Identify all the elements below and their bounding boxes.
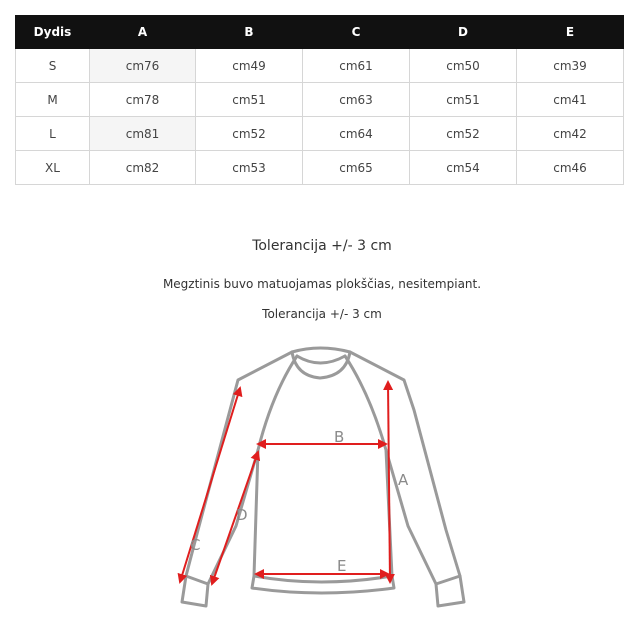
label-c: C <box>190 536 201 554</box>
table-cell: cm54 <box>410 151 517 185</box>
table-cell: cm64 <box>303 117 410 151</box>
label-a: A <box>398 471 409 489</box>
table-row <box>16 117 624 151</box>
table-cell: cm82 <box>90 151 196 185</box>
table-cell: cm49 <box>196 49 303 83</box>
table-cell: cm78 <box>90 83 196 117</box>
table-cell: S <box>16 49 90 83</box>
table-row <box>16 151 624 185</box>
tolerance-title: Tolerancija +/- 3 cm <box>252 238 392 254</box>
table-cell: cm41 <box>517 83 624 117</box>
table-cell: cm51 <box>196 83 303 117</box>
header-e: E <box>517 16 624 49</box>
header-c: C <box>303 16 410 49</box>
header-b: B <box>196 16 303 49</box>
table-cell: XL <box>16 151 90 185</box>
table-row <box>16 49 624 83</box>
label-e: E <box>337 557 347 575</box>
table-cell: cm39 <box>517 49 624 83</box>
table-cell: cm65 <box>303 151 410 185</box>
table-cell: cm42 <box>517 117 624 151</box>
arrow-c <box>180 388 240 582</box>
table-cell: cm63 <box>303 83 410 117</box>
table-row <box>16 83 624 117</box>
table-cell: cm81 <box>90 117 196 151</box>
table-header-row <box>16 16 624 49</box>
table-cell: cm52 <box>410 117 517 151</box>
measurement-arrows <box>180 382 390 584</box>
table-cell: cm76 <box>90 49 196 83</box>
table-cell: cm61 <box>303 49 410 83</box>
measurement-note: Megztinis buvo matuojamas plokščias, nesitempiant. <box>162 277 482 291</box>
table-cell: cm50 <box>410 49 517 83</box>
table-cell: cm46 <box>517 151 624 185</box>
header-size: Dydis <box>16 16 90 49</box>
table-cell: cm51 <box>410 83 517 117</box>
table-cell: cm53 <box>196 151 303 185</box>
sweater-outline <box>182 348 464 606</box>
table-cell: L <box>16 117 90 151</box>
label-b: B <box>334 428 345 446</box>
size-table <box>15 15 624 185</box>
table-cell: cm52 <box>196 117 303 151</box>
sweater-measurement-diagram <box>0 340 644 633</box>
table-cell: M <box>16 83 90 117</box>
header-d: D <box>410 16 517 49</box>
label-d: D <box>236 506 248 524</box>
header-a: A <box>90 16 196 49</box>
tolerance-note: Tolerancija +/- 3 cm <box>262 307 382 321</box>
arrow-d <box>212 452 258 584</box>
arrow-a <box>388 382 390 582</box>
